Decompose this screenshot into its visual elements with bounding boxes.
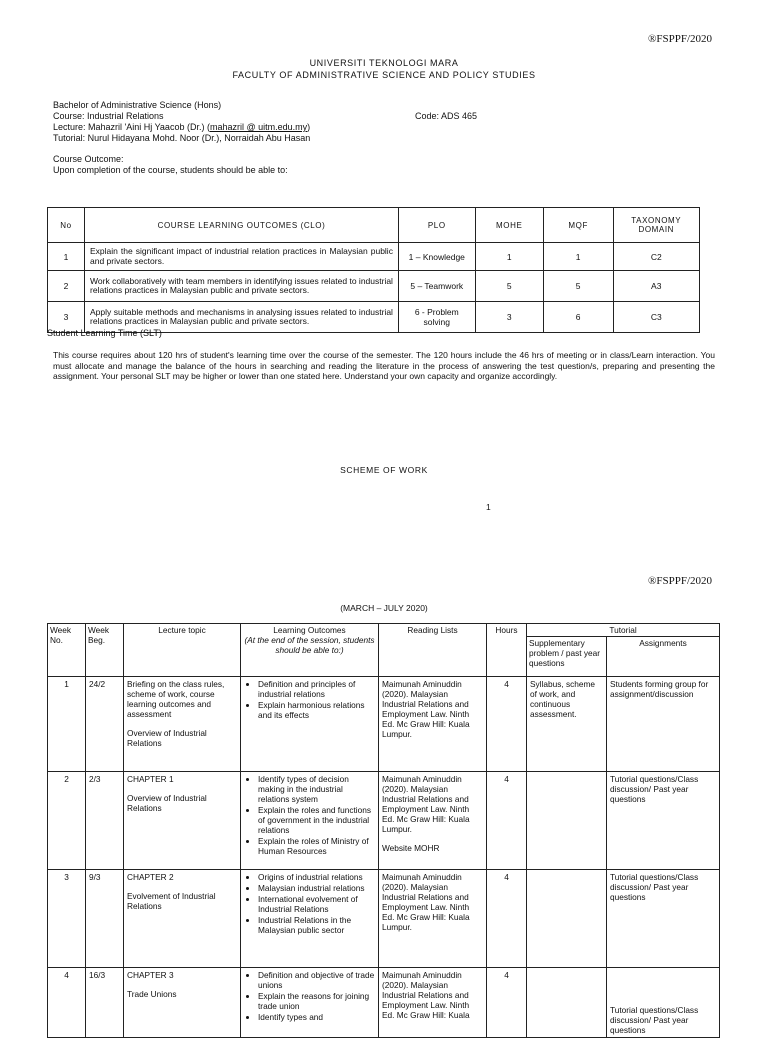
hours-value: 4 xyxy=(487,968,527,1038)
topic-line: CHAPTER 3 xyxy=(127,970,174,980)
clo-plo: 1 – Knowledge xyxy=(398,243,475,271)
clo-plo: 6 - Problem solving xyxy=(398,302,475,333)
clo-header-clo: COURSE LEARNING OUTCOMES (CLO) xyxy=(85,208,399,243)
clo-mohe: 3 xyxy=(475,302,543,333)
hours-value: 4 xyxy=(487,677,527,772)
page-number: 1 xyxy=(486,502,491,512)
reading-list xyxy=(379,677,487,772)
lecturer-suffix: ) xyxy=(307,122,311,132)
week-begin: 16/3 xyxy=(86,968,124,1038)
lecturer-line xyxy=(53,122,310,133)
topic-line: Evolvement of Industrial Relations xyxy=(127,891,216,911)
clo-header-no: No xyxy=(48,208,85,243)
reading-list xyxy=(379,772,487,870)
hours-value: 4 xyxy=(487,772,527,870)
reading-item: Maimunah Aminuddin (2020). Malaysian Industrial Relations and Employment Law. Ninth Ed. Mc Graw Hill: Kuala Lumpur. xyxy=(382,872,470,932)
topic-line: Overview of Industrial Relations xyxy=(127,793,207,813)
course-name: Course: Industrial Relations xyxy=(53,111,164,121)
clo-no: 3 xyxy=(48,302,85,333)
clo-domain: C3 xyxy=(613,302,699,333)
university-name: UNIVERSITI TEKNOLOGI MARA xyxy=(309,58,459,68)
outcome-item: • Explain the roles and functions of government in the industrial relations xyxy=(258,805,375,835)
reading-gap xyxy=(382,834,483,843)
tutorial-line: Tutorial: Nurul Hidayana Mohd. Noor (Dr.), Norraidah Abu Hasan xyxy=(53,133,311,143)
table-row xyxy=(48,968,720,1038)
course-outcome-intro: Upon completion of the course, students should be able to: xyxy=(53,165,288,175)
header-learning-outcomes-label: Learning Outcomes xyxy=(273,625,346,635)
week-number: 3 xyxy=(48,870,86,968)
lecture-topic xyxy=(124,870,241,968)
topic-gap xyxy=(127,719,237,728)
outcome-item: • Definition and objective of trade unions xyxy=(258,970,375,990)
week-number: 1 xyxy=(48,677,86,772)
supplementary-value xyxy=(527,772,607,870)
header-tutorial: Tutorial xyxy=(527,624,720,637)
clo-no: 2 xyxy=(48,271,85,302)
outcome-item: • Definition and principles of industrial relations xyxy=(258,679,375,699)
topic-line: CHAPTER 1 xyxy=(127,774,174,784)
lecture-topic xyxy=(124,968,241,1038)
header-reading-lists: Reading Lists xyxy=(379,624,487,677)
lecturer-email-link[interactable]: mahazril @ uitm.edu.my xyxy=(209,122,308,132)
document-code-mark: ®FSPPF/2020 xyxy=(648,33,713,45)
outcome-item: • Explain the reasons for joining trade union xyxy=(258,991,375,1011)
clo-description: Work collaboratively with team members in identifying issues related to industrial relations practices in Malaysian public and private sectors. xyxy=(85,271,399,302)
scheme-of-work-table xyxy=(47,623,720,1038)
clo-table xyxy=(47,207,700,333)
hours-value: 4 xyxy=(487,870,527,968)
clo-header-row xyxy=(48,208,700,243)
scheme-of-work-title: SCHEME OF WORK xyxy=(340,465,428,475)
outcome-item: • Explain harmonious relations and its effects xyxy=(258,700,375,720)
course-code: Code: ADS 465 xyxy=(415,111,478,121)
clo-mohe: 5 xyxy=(475,271,543,302)
topic-line: CHAPTER 2 xyxy=(127,872,174,882)
header-week-no: Week No. xyxy=(48,624,86,677)
clo-row xyxy=(48,243,700,271)
clo-mqf: 6 xyxy=(543,302,613,333)
learning-outcomes xyxy=(241,772,379,870)
clo-header-mqf: MQF xyxy=(543,208,613,243)
header-assignments: Assignments xyxy=(607,637,720,677)
table-row xyxy=(48,870,720,968)
outcome-item: • Explain the roles of Ministry of Human Resources xyxy=(258,836,375,856)
header-learning-outcomes-note: (At the end of the session, students should be able to:) xyxy=(244,635,375,655)
outcome-item: • Identify types of decision making in the industrial relations system xyxy=(258,774,375,804)
week-begin: 24/2 xyxy=(86,677,124,772)
slt-heading: Student Learning Time (SLT) xyxy=(47,328,162,338)
semester-period: (MARCH – JULY 2020) xyxy=(340,603,428,613)
supplementary-value: Syllabus, scheme of work, and continuous assessment. xyxy=(527,677,607,772)
week-number: 2 xyxy=(48,772,86,870)
clo-description: Explain the significant impact of industrial relation practices in Malaysian public and private sectors. xyxy=(85,243,399,271)
topic-line: Trade Unions xyxy=(127,989,177,999)
course-outcome-label: Course Outcome: xyxy=(53,154,124,164)
faculty-name: FACULTY OF ADMINISTRATIVE SCIENCE AND POLICY STUDIES xyxy=(232,70,536,80)
clo-row xyxy=(48,271,700,302)
clo-domain: A3 xyxy=(613,271,699,302)
header-hours: Hours xyxy=(487,624,527,677)
topic-gap xyxy=(127,980,237,989)
slt-paragraph: This course requires about 120 hrs of student's learning time over the course of the semester. The 120 hours include the 46 hrs of meeting or in class/Learn interaction. You must allocate and manage the balance of the hours in searching and reading the literature in the process of answering the test question/s, preparing and presenting the assignment. Your personal SLT may be higher or lower than one stated here. Understand your own capacity and organize accordingly. xyxy=(53,350,715,381)
outcome-list xyxy=(244,970,375,1022)
learning-outcomes xyxy=(241,677,379,772)
outcome-item: • Origins of industrial relations xyxy=(258,872,375,882)
lecture-topic xyxy=(124,677,241,772)
reading-list xyxy=(379,870,487,968)
reading-item: Maimunah Aminuddin (2020). Malaysian Industrial Relations and Employment Law. Ninth Ed. Mc Graw Hill: Kuala Lumpur. xyxy=(382,679,470,739)
lecturer-name: Lecture: Mahazril 'Aini Hj Yaacob (Dr.) ( xyxy=(53,122,210,132)
clo-header-mohe: MOHE xyxy=(475,208,543,243)
outcome-item: • Industrial Relations in the Malaysian public sector xyxy=(258,915,375,935)
week-begin: 2/3 xyxy=(86,772,124,870)
clo-mqf: 5 xyxy=(543,271,613,302)
assignment-value: Tutorial questions/Class discussion/ Past year questions xyxy=(607,870,720,968)
table-row xyxy=(48,677,720,772)
outcome-item: • Identify types and xyxy=(258,1012,375,1022)
outcome-list xyxy=(244,679,375,720)
header-learning-outcomes xyxy=(241,624,379,677)
reading-item: Maimunah Aminuddin (2020). Malaysian Industrial Relations and Employment Law. Ninth Ed. Mc Graw Hill: Kuala Lumpur. xyxy=(382,774,470,834)
header-lecture-topic: Lecture topic xyxy=(124,624,241,677)
assignment-value: Students forming group for assignment/discussion xyxy=(607,677,720,772)
clo-mohe: 1 xyxy=(475,243,543,271)
outcome-list xyxy=(244,872,375,935)
week-number: 4 xyxy=(48,968,86,1038)
outcome-item: • Malaysian industrial relations xyxy=(258,883,375,893)
topic-line: Overview of Industrial Relations xyxy=(127,728,207,748)
clo-no: 1 xyxy=(48,243,85,271)
clo-plo: 5 – Teamwork xyxy=(398,271,475,302)
learning-outcomes xyxy=(241,968,379,1038)
supplementary-value xyxy=(527,870,607,968)
learning-outcomes xyxy=(241,870,379,968)
outcome-list xyxy=(244,774,375,856)
lecture-topic xyxy=(124,772,241,870)
reading-item: Maimunah Aminuddin (2020). Malaysian Industrial Relations and Employment Law. Ninth Ed. Mc Graw Hill: Kuala xyxy=(382,970,470,1020)
outcome-item: • International evolvement of Industrial Relations xyxy=(258,894,375,914)
topic-gap xyxy=(127,784,237,793)
clo-mqf: 1 xyxy=(543,243,613,271)
clo-header-plo: PLO xyxy=(398,208,475,243)
assignment-value: Tutorial questions/Class discussion/ Past year questions xyxy=(607,772,720,870)
programme-name: Bachelor of Administrative Science (Hons) xyxy=(53,100,222,110)
assignment-value: Tutorial questions/Class discussion/ Past year questions xyxy=(607,968,720,1038)
supplementary-value xyxy=(527,968,607,1038)
topic-line: Briefing on the class rules, scheme of work, course learning outcomes and assessment xyxy=(127,679,225,719)
clo-domain: C2 xyxy=(613,243,699,271)
clo-header-domain: TAXONOMY DOMAIN xyxy=(613,208,699,243)
reading-extra: Website MOHR xyxy=(382,843,440,853)
sow-header-row xyxy=(48,624,720,637)
header-week-beg: Week Beg. xyxy=(86,624,124,677)
table-row xyxy=(48,772,720,870)
clo-description: Apply suitable methods and mechanisms in analysing issues related to industrial relations practices in Malaysian public and private sectors. xyxy=(85,302,399,333)
week-begin: 9/3 xyxy=(86,870,124,968)
reading-list xyxy=(379,968,487,1038)
topic-gap xyxy=(127,882,237,891)
header-supplementary: Supplementary problem / past year questions xyxy=(527,637,607,677)
document-code-mark: ®FSPPF/2020 xyxy=(648,575,713,587)
